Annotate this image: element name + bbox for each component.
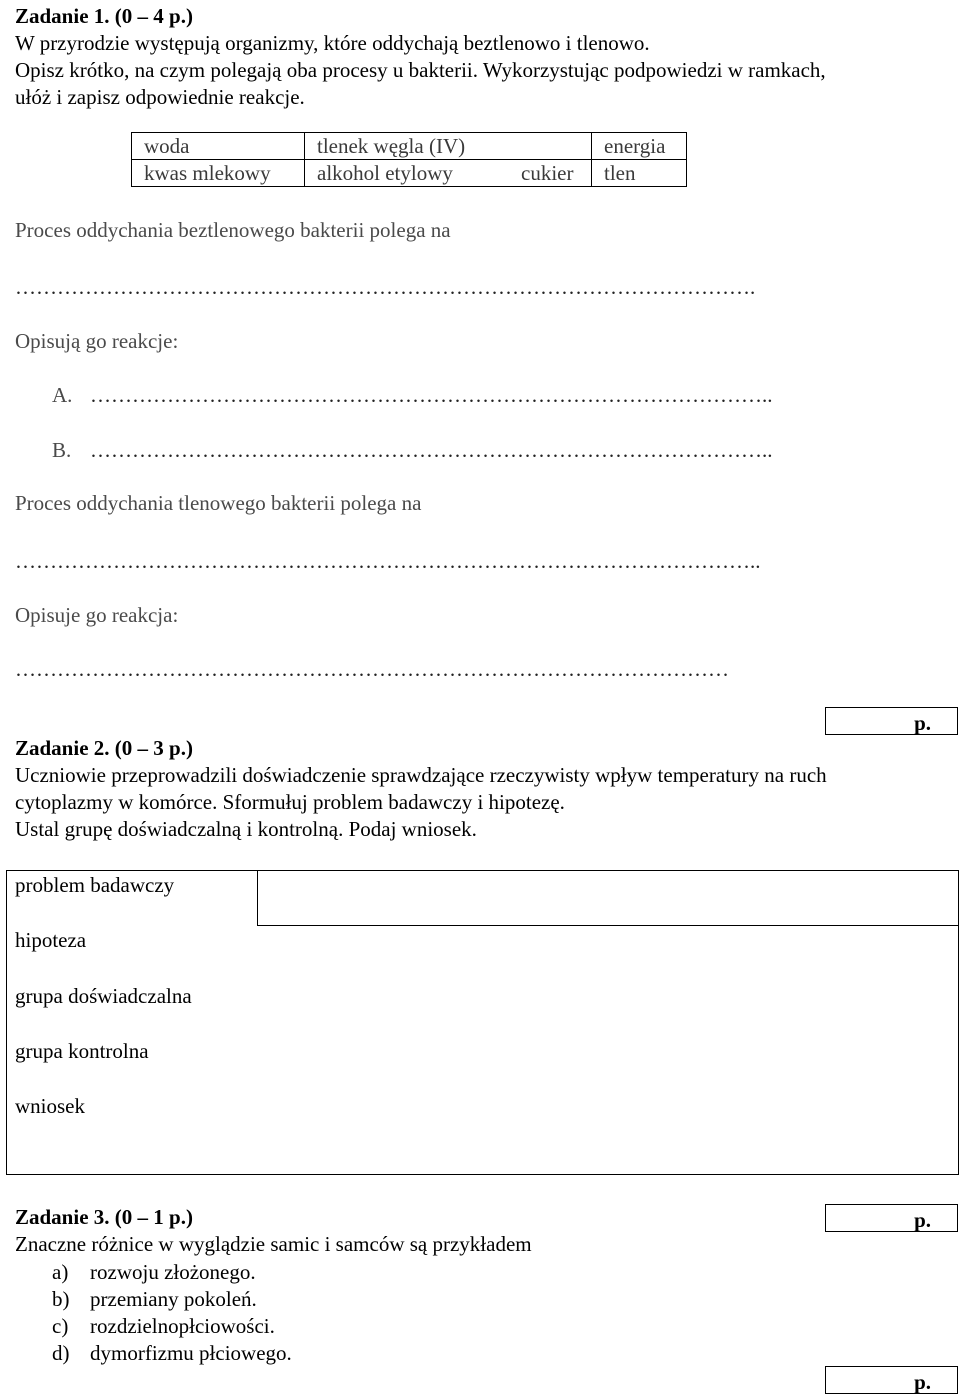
row-label-experimental-group: grupa doświadczalna xyxy=(15,984,192,1008)
task2-heading: Zadanie 2. (0 – 3 p.) xyxy=(15,736,193,760)
hint-cell: energia xyxy=(592,133,687,160)
option-text: przemiany pokoleń. xyxy=(90,1287,257,1311)
hint-cell xyxy=(509,133,592,160)
aerobic-answer-line[interactable]: …………………………………………………………………………………………….. xyxy=(15,549,761,573)
reactions-label: Opisują go reakcje: xyxy=(15,329,179,353)
option-text: rozdzielnopłciowości. xyxy=(90,1314,275,1338)
hint-cell: cukier xyxy=(509,160,592,187)
task3-heading: Zadanie 3. (0 – 1 p.) xyxy=(15,1205,193,1229)
answer-option-b[interactable] xyxy=(52,1286,257,1313)
row-label-problem: problem badawczy xyxy=(15,873,175,897)
task2-text-line: Uczniowie przeprowadzili doświadczenie sprawdzające rzeczywisty wpływ temperatury na ruch xyxy=(15,763,827,787)
task3-points-box[interactable]: p. xyxy=(825,1204,958,1232)
option-text: rozwoju złożonego. xyxy=(90,1260,256,1284)
task2-divider xyxy=(257,870,258,926)
task2-text-line: cytoplazmy w komórce. Sformułuj problem badawczy i hipotezę. xyxy=(15,790,565,814)
option-letter: d) xyxy=(52,1341,70,1365)
aerobic-prompt: Proces oddychania tlenowego bakterii polega na xyxy=(15,491,422,515)
option-letter: a) xyxy=(52,1260,69,1284)
reaction-a-label: A. xyxy=(52,383,73,407)
task1-text-line: W przyrodzie występują organizmy, które oddychają beztlenowo i tlenowo. xyxy=(15,31,650,55)
task2-problem-answer-cell[interactable] xyxy=(257,870,959,926)
hint-cell: woda xyxy=(132,133,305,160)
answer-option-a[interactable] xyxy=(52,1259,256,1286)
task1-text-line: ułóż i zapisz odpowiednie reakcje. xyxy=(15,85,305,109)
row-label-control-group: grupa kontrolna xyxy=(15,1039,149,1063)
option-text: dymorfizmu płciowego. xyxy=(90,1341,292,1365)
hint-cell: alkohol etylowy xyxy=(305,160,510,187)
final-points-box[interactable]: p. xyxy=(825,1366,958,1394)
row-label-conclusion: wniosek xyxy=(15,1094,85,1118)
reaction-label: Opisuje go reakcja: xyxy=(15,603,179,627)
option-letter: b) xyxy=(52,1287,70,1311)
hint-table xyxy=(131,132,687,187)
task1-heading: Zadanie 1. (0 – 4 p.) xyxy=(15,4,193,28)
hint-cell: kwas mlekowy xyxy=(132,160,305,187)
answer-option-d[interactable] xyxy=(52,1340,292,1367)
hint-cell: tlen xyxy=(592,160,687,187)
task3-question: Znaczne różnice w wyglądzie samic i samców są przykładem xyxy=(15,1232,532,1256)
row-label-hypothesis: hipoteza xyxy=(15,928,87,952)
hint-cell: tlenek węgla (IV) xyxy=(305,133,510,160)
reaction-b-answer-line[interactable]: …………………………………………………………………………………….. xyxy=(90,438,773,462)
reaction-answer-line[interactable]: ………………………………………………………………………………………… xyxy=(15,657,729,681)
option-letter: c) xyxy=(52,1314,69,1338)
reaction-a-answer-line[interactable]: …………………………………………………………………………………….. xyxy=(90,383,773,407)
task1-text-line: Opisz krótko, na czym polegają oba procesy u bakterii. Wykorzystując podpowiedzi w ramkach, xyxy=(15,58,826,82)
answer-option-c[interactable] xyxy=(52,1313,275,1340)
task1-points-box[interactable]: p. xyxy=(825,707,958,735)
anaerobic-prompt: Proces oddychania beztlenowego bakterii polega na xyxy=(15,218,451,242)
anaerobic-answer-line[interactable]: ……………………………………………………………………………………………. xyxy=(15,275,756,299)
reaction-b-label: B. xyxy=(52,438,72,462)
task2-text-line: Ustal grupę doświadczalną i kontrolną. Podaj wniosek. xyxy=(15,817,477,841)
